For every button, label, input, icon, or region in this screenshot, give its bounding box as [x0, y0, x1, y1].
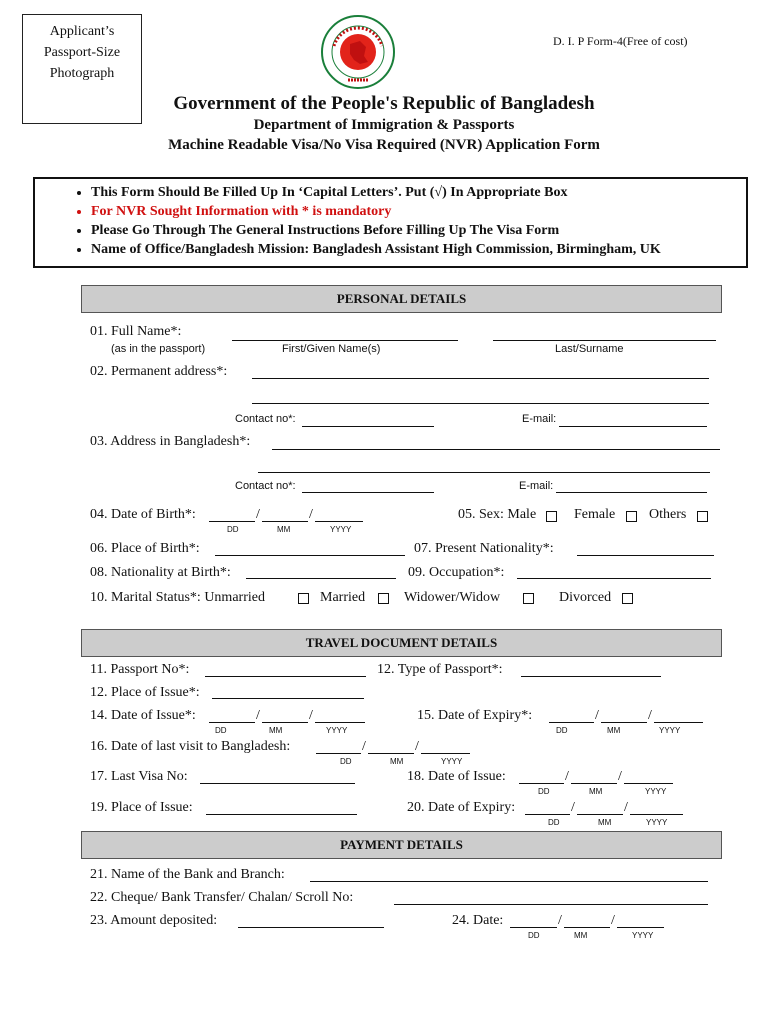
- date-separator: /: [415, 739, 419, 754]
- contact-label: Contact no*:: [235, 413, 296, 425]
- section-header-travel: TRAVEL DOCUMENT DETAILS: [81, 629, 722, 657]
- photo-label-line1: Applicant’s: [49, 24, 115, 39]
- visa-expiry-year-field[interactable]: [630, 814, 683, 815]
- full-name-label: 01. Full Name*:: [90, 324, 182, 339]
- marital-married-checkbox[interactable]: [378, 593, 389, 604]
- date-separator: /: [571, 800, 575, 815]
- date-separator: /: [595, 708, 599, 723]
- payment-day-field[interactable]: [510, 927, 557, 928]
- instruction-item: • Name of Office/Bangladesh Mission: Bangladesh Assistant High Commission, Birmingham, UK: [91, 240, 746, 259]
- form-title: Machine Readable Visa/No Visa Required (NVR) Application Form: [168, 137, 600, 153]
- bd-address-label: 03. Address in Bangladesh*:: [90, 434, 251, 449]
- cheque-label: 22. Cheque/ Bank Transfer/ Chalan/ Scroll No:: [90, 890, 354, 905]
- permanent-email-field[interactable]: [559, 426, 707, 427]
- bank-branch-field[interactable]: [310, 881, 708, 882]
- last-visit-label: 16. Date of last visit to Bangladesh:: [90, 739, 291, 754]
- occupation-label: 09. Occupation*:: [408, 565, 505, 580]
- contact-label: Contact no*:: [235, 480, 296, 492]
- payment-year-field[interactable]: [617, 927, 664, 928]
- marital-unmarried-checkbox[interactable]: [298, 593, 309, 604]
- expiry-year-field[interactable]: [654, 722, 703, 723]
- dob-year-field[interactable]: [315, 521, 363, 522]
- last-visit-year-field[interactable]: [421, 753, 470, 754]
- instruction-item: • Please Go Through The General Instructions Before Filling Up The Visa Form: [91, 221, 746, 240]
- visa-expiry-day-field[interactable]: [525, 814, 570, 815]
- payment-month-field[interactable]: [564, 927, 610, 928]
- date-separator: /: [362, 739, 366, 754]
- email-label: E-mail:: [522, 413, 557, 425]
- permanent-contact-field[interactable]: [302, 426, 434, 427]
- dd-hint: DD: [556, 726, 568, 735]
- present-nationality-field[interactable]: [577, 555, 714, 556]
- bd-address-field-1[interactable]: [272, 449, 720, 450]
- visa-date-expiry-label: 20. Date of Expiry:: [407, 800, 516, 815]
- email-label: E-mail:: [519, 480, 554, 492]
- mm-hint: MM: [589, 787, 603, 796]
- yyyy-hint: YYYY: [330, 525, 352, 534]
- nationality-at-birth-label: 08. Nationality at Birth*:: [90, 565, 231, 580]
- visa-issue-day-field[interactable]: [519, 783, 564, 784]
- visa-expiry-month-field[interactable]: [577, 814, 623, 815]
- date-separator: /: [565, 769, 569, 784]
- form-number: D. I. P Form-4(Free of cost): [553, 34, 688, 48]
- sex-female-checkbox[interactable]: [626, 511, 637, 522]
- place-of-birth-field[interactable]: [215, 555, 405, 556]
- marital-status-label: 10. Marital Status*: Unmarried: [90, 590, 265, 605]
- passport-date-expiry-label: 15. Date of Expiry*:: [417, 708, 533, 723]
- yyyy-hint: YYYY: [646, 818, 668, 827]
- date-separator: /: [624, 800, 628, 815]
- amount-field[interactable]: [238, 927, 384, 928]
- yyyy-hint: YYYY: [645, 787, 667, 796]
- passport-no-field[interactable]: [205, 676, 366, 677]
- permanent-address-label: 02. Permanent address*:: [90, 364, 228, 379]
- passport-type-field[interactable]: [521, 676, 661, 677]
- dd-hint: DD: [548, 818, 560, 827]
- instructions-box: [33, 177, 748, 268]
- issue-year-field[interactable]: [315, 722, 365, 723]
- date-separator: /: [611, 913, 615, 928]
- bd-address-field-2[interactable]: [258, 472, 710, 473]
- visa-date-issue-label: 18. Date of Issue:: [407, 769, 506, 784]
- present-nationality-label: 07. Present Nationality*:: [414, 541, 554, 556]
- mm-hint: MM: [277, 525, 291, 534]
- date-separator: /: [618, 769, 622, 784]
- mm-hint: MM: [574, 931, 588, 940]
- date-separator: /: [256, 507, 260, 522]
- sex-others-label: Others: [649, 507, 687, 522]
- expiry-month-field[interactable]: [601, 722, 647, 723]
- expiry-day-field[interactable]: [549, 722, 594, 723]
- government-seal-icon: [320, 14, 396, 90]
- visa-place-issue-field[interactable]: [206, 814, 357, 815]
- yyyy-hint: YYYY: [441, 757, 463, 766]
- instructions-list: [35, 183, 746, 259]
- mm-hint: MM: [607, 726, 621, 735]
- last-name-field[interactable]: [493, 340, 716, 341]
- marital-widower-checkbox[interactable]: [523, 593, 534, 604]
- passport-place-issue-field[interactable]: [212, 698, 364, 699]
- dob-day-field[interactable]: [209, 521, 255, 522]
- sex-female-label: Female: [574, 507, 616, 522]
- first-name-field[interactable]: [232, 340, 458, 341]
- last-visa-no-label: 17. Last Visa No:: [90, 769, 188, 784]
- permanent-address-field-2[interactable]: [252, 403, 709, 404]
- government-title: Government of the People's Republic of Bangladesh: [173, 93, 595, 114]
- visa-issue-year-field[interactable]: [624, 783, 673, 784]
- last-visit-month-field[interactable]: [368, 753, 414, 754]
- dd-hint: DD: [215, 726, 227, 735]
- instruction-item-mandatory: • For NVR Sought Information with * is mandatory: [91, 202, 746, 221]
- department-title: Department of Immigration & Passports: [253, 117, 515, 133]
- photo-label-line3: Photograph: [49, 66, 115, 81]
- yyyy-hint: YYYY: [326, 726, 348, 735]
- sex-male-checkbox[interactable]: [546, 511, 557, 522]
- dd-hint: DD: [340, 757, 352, 766]
- mm-hint: MM: [269, 726, 283, 735]
- bank-branch-label: 21. Name of the Bank and Branch:: [90, 867, 285, 882]
- section-header-personal: PERSONAL DETAILS: [81, 285, 722, 313]
- passport-place-issue-label: 12. Place of Issue*:: [90, 685, 200, 700]
- place-of-birth-label: 06. Place of Birth*:: [90, 541, 200, 556]
- visa-issue-month-field[interactable]: [571, 783, 617, 784]
- dob-month-field[interactable]: [262, 521, 308, 522]
- nationality-at-birth-field[interactable]: [246, 578, 396, 579]
- instruction-item: • This Form Should Be Filled Up In ‘Capital Letters’. Put (√) In Appropriate Box: [91, 183, 746, 202]
- dd-hint: DD: [538, 787, 550, 796]
- amount-label: 23. Amount deposited:: [90, 913, 218, 928]
- section-header-payment: PAYMENT DETAILS: [81, 831, 722, 859]
- mm-hint: MM: [390, 757, 404, 766]
- occupation-field[interactable]: [517, 578, 711, 579]
- issue-day-field[interactable]: [209, 722, 255, 723]
- last-visit-day-field[interactable]: [316, 753, 361, 754]
- date-separator: /: [648, 708, 652, 723]
- yyyy-hint: YYYY: [659, 726, 681, 735]
- dd-hint: DD: [227, 525, 239, 534]
- last-name-hint: Last/Surname: [555, 343, 624, 355]
- yyyy-hint: YYYY: [632, 931, 654, 940]
- visa-place-issue-label: 19. Place of Issue:: [90, 800, 193, 815]
- marital-married-label: Married: [320, 590, 366, 605]
- photo-label-line2: Passport-Size: [43, 45, 121, 60]
- last-visa-no-field[interactable]: [200, 783, 355, 784]
- date-separator: /: [309, 507, 313, 522]
- passport-type-label: 12. Type of Passport*:: [377, 662, 503, 677]
- marital-divorced-checkbox[interactable]: [622, 593, 633, 604]
- payment-date-label: 24. Date:: [452, 913, 504, 928]
- cheque-field[interactable]: [394, 904, 708, 905]
- date-separator: /: [256, 708, 260, 723]
- date-separator: /: [309, 708, 313, 723]
- dob-label: 04. Date of Birth*:: [90, 507, 196, 522]
- mm-hint: MM: [598, 818, 612, 827]
- bd-contact-field[interactable]: [302, 492, 434, 493]
- marital-divorced-label: Divorced: [559, 590, 612, 605]
- passport-date-issue-label: 14. Date of Issue*:: [90, 708, 196, 723]
- dd-hint: DD: [528, 931, 540, 940]
- first-name-hint: First/Given Name(s): [282, 343, 381, 355]
- date-separator: /: [558, 913, 562, 928]
- issue-month-field[interactable]: [262, 722, 308, 723]
- sex-label: 05. Sex: Male: [458, 507, 537, 522]
- permanent-address-field-1[interactable]: [252, 378, 709, 379]
- as-in-passport-hint: (as in the passport): [111, 343, 206, 355]
- sex-others-checkbox[interactable]: [697, 511, 708, 522]
- marital-widower-label: Widower/Widow: [404, 590, 501, 605]
- bd-email-field[interactable]: [556, 492, 707, 493]
- passport-no-label: 11. Passport No*:: [90, 662, 190, 677]
